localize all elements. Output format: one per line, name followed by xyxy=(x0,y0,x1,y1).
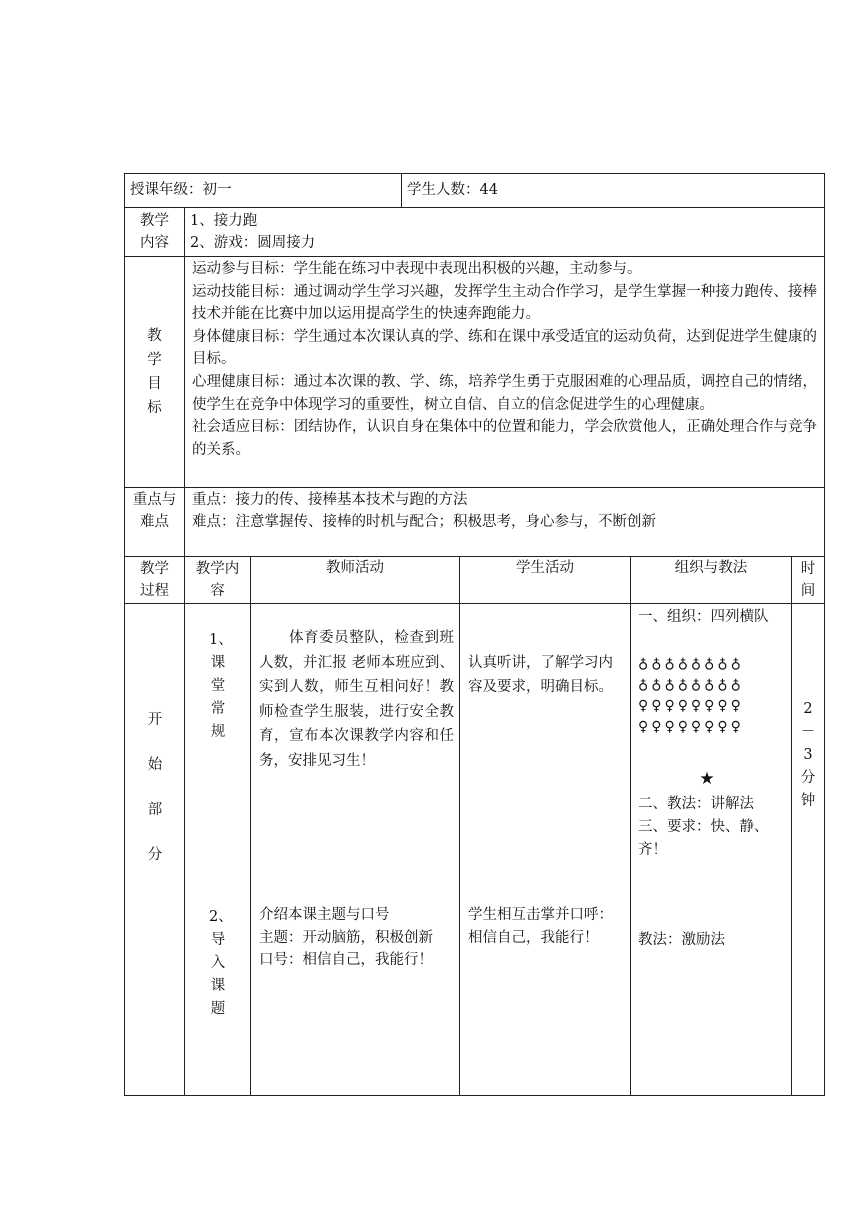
objective-social: 社会适应目标：团结协作，认识自身在集体中的位置和能力，学会欣赏他人，正确处理合作与竞争的关系。 xyxy=(192,419,817,458)
section-name-cell xyxy=(124,603,185,1096)
content-item-2: 2、游戏：圆周接力 xyxy=(190,235,316,251)
formation-row-girls-1: ♀♀♀♀♀♀♀♀ xyxy=(638,698,744,714)
row2-item: 2、导入课题 xyxy=(209,909,233,1017)
objective-physical: 身体健康目标：学生通过本次课认真的学、练和在课中承受适宜的运动负荷，达到促进学生健康的目标。 xyxy=(192,328,817,368)
section-name: 开始部分 xyxy=(147,712,163,863)
objective-participation: 运动参与目标：学生能在练习中表现中表现出积极的兴趣，主动参与。 xyxy=(192,261,642,277)
keypoints-label: 重点与难点 xyxy=(132,492,177,530)
organization-col-cell xyxy=(630,603,792,1096)
row2-teacher-slogan: 口号：相信自己，我能行！ xyxy=(259,952,433,968)
content-item-1: 1、接力跑 xyxy=(190,213,258,229)
row2-teacher-theme: 主题：开动脑筋，积极创新 xyxy=(259,929,433,946)
grade-cell xyxy=(124,173,402,208)
content-items-cell xyxy=(184,207,825,257)
row2-method: 教法：激励法 xyxy=(638,932,725,948)
header-process-text: 教学过程 xyxy=(140,561,169,599)
org-method: 二、教法：讲解法 xyxy=(638,796,754,812)
formation xyxy=(638,654,788,738)
formation-row-boys-1: ♁♁♁♁♁♁♁♁ xyxy=(638,656,744,672)
header-process xyxy=(124,556,185,604)
org-requirement: 三、要求：快、静、齐！ xyxy=(638,819,769,858)
keypoints-cell xyxy=(184,487,825,557)
objectives-label-cell xyxy=(124,256,185,488)
objective-psychological: 心理健康目标：通过本次课的教、学、练，培养学生勇于克服困难的心理品质，调控自己的情绪，使学生在竞争中体现学习的重要性，树立自信、自立的信念促进学生的心理健康。 xyxy=(192,373,817,413)
header-organization-text: 组织与教法 xyxy=(674,560,748,576)
difficult-point: 难点：注意掌握传、接棒的时机与配合；积极思考，身心参与，不断创新 xyxy=(192,514,656,530)
row1-student-activity: 认真听讲，了解学习内容及要求，明确目标。 xyxy=(468,655,613,695)
formation-row-girls-2: ♀♀♀♀♀♀♀♀ xyxy=(638,719,744,735)
row2-student-activity: 学生相互击掌并口呼：相信自己，我能行！ xyxy=(468,907,613,946)
row1-item: 1、课堂常规 xyxy=(209,632,233,740)
header-student xyxy=(459,556,631,604)
teacher-star-icon: ★ xyxy=(699,769,715,789)
section-time: 2－3分钟 xyxy=(800,701,816,809)
students-cell xyxy=(401,173,825,208)
content-label: 教学内容 xyxy=(140,213,169,251)
header-content xyxy=(184,556,251,604)
header-organization xyxy=(630,556,792,604)
teacher-col-cell xyxy=(250,603,460,1096)
header-teacher-text: 教师活动 xyxy=(326,560,384,576)
objective-skill: 运动技能目标：通过调动学生学习兴趣，发挥学生主动合作学习，是学生掌握一种接力跑传、接棒技术并能在比赛中加以运用提高学生的快速奔跑能力。 xyxy=(192,283,817,323)
header-time xyxy=(791,556,825,604)
header-student-text: 学生活动 xyxy=(516,560,574,576)
students-text: 学生人数：44 xyxy=(407,182,498,198)
content-col-cell xyxy=(184,603,251,1096)
header-content-text: 教学内容 xyxy=(195,561,240,599)
student-col-cell xyxy=(459,603,631,1096)
time-col-cell xyxy=(791,603,825,1096)
key-point: 重点：接力的传、接棒基本技术与跑的方法 xyxy=(192,492,468,508)
objectives-label: 教学目标 xyxy=(147,328,162,416)
header-time-text: 时间 xyxy=(800,561,816,599)
org-title: 一、组织：四列横队 xyxy=(638,609,769,625)
row2-teacher-activity xyxy=(259,904,454,972)
keypoints-label-cell xyxy=(124,487,185,557)
grade-text: 授课年级：初一 xyxy=(130,182,232,198)
formation-row-boys-2: ♁♁♁♁♁♁♁♁ xyxy=(638,677,744,693)
content-label-cell xyxy=(124,207,185,257)
objectives-cell xyxy=(184,256,825,488)
row1-teacher-activity: 体育委员整队，检查到班人数，并汇报 老师本班应到、实到人数，师生互相问好！教师检查学生服装，进行安全教育，宣布本次课教学内容和任务，安排见习生！ xyxy=(259,630,454,769)
header-teacher xyxy=(250,556,460,604)
row2-teacher-intro: 介绍本课主题与口号 xyxy=(259,907,390,923)
